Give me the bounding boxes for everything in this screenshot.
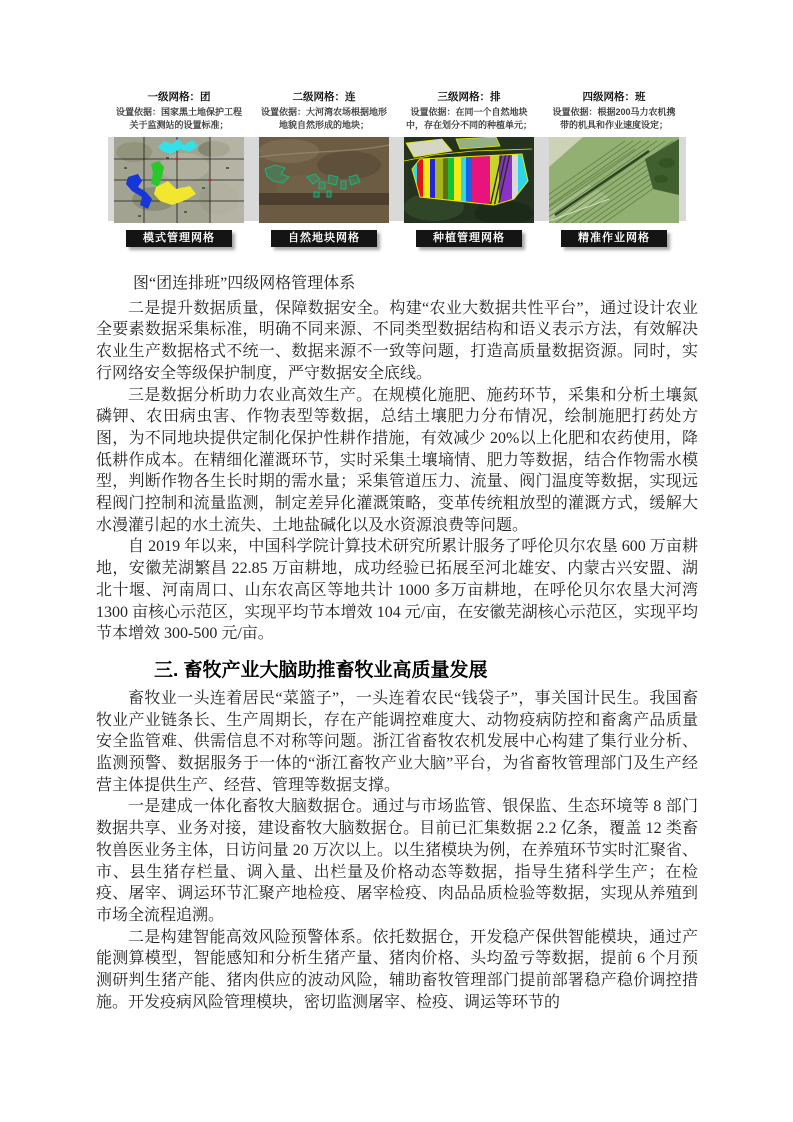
panel-basis: 设置依据：国家黑土地保护工程关于监测站的设置标准； — [115, 107, 242, 130]
section-heading-livestock: 三. 畜牧产业大脑助推畜牧业高质量发展 — [154, 659, 488, 681]
panel-title: 四级网格：班 — [582, 91, 646, 103]
paragraph-risk-warning: 二是构建智能高效风险预警体系。依托数据仓，开发稳产保供智能模块，通过产能测算模型，智能感知和分析生猪产量、猪肉价格、头均盈亏等数据，提前 6 个月预测研判生猪产能、猪肉供应的波动风险，辅助畜牧管理部门提前部署稳产稳价调控措施。开发疫病风险管理模块，密切监测屠宰、检疫、调运等环节的 — [96, 928, 698, 1011]
satellite-image-planting-units — [404, 137, 534, 223]
panel-label: 自然地块网格 — [271, 230, 377, 247]
paragraph-data-warehouse: 一是建成一体化畜牧大脑数据仓。通过与市场监管、银保监、生态环境等 8 部门数据共享、业务对接，建设畜牧大脑数据仓。目前已汇集数据 2.2 亿条，覆盖 12 类畜牧兽医业务主体，日访问量 20 万次以上。以生猪模块为例，在养殖环节实时汇聚省、市、县生猪存栏量、调入量、出栏量及价格动态等数据，指导生猪科学生产；在检疫、屠宰、调运环节汇聚产地检疫、屠宰检疫、肉品品质检验等数据，实现从养殖到市场全流程追溯。 — [96, 798, 698, 924]
paragraph-data-analysis: 三是数据分析助力农业高效生产。在规模化施肥、施药环节，采集和分析土壤氮磷钾、农田病虫害、作物表型等数据，总结土壤肥力分布情况，绘制施肥打药处方图，为不同地块提供定制化保护性耕作措施，有效减少 20%以上化肥和农药使用，降低耕作成本。在精细化灌溉环节，实时采集土壤墒情、肥力等数据，结合作物需水模型，判断作物各生长时期的需水量；采集管道压力、流量、阀门温度等数据，实现远程阀门控制和流量监测，制定差异化灌溉策略，变革传统粗放型的灌溉方式，缓解大水漫灌引起的水土流失、土地盐碱化以及水资源浪费等问题。 — [96, 386, 698, 534]
panel-basis: 设置依据：大河湾农场根据地形地貌自然形成的地块； — [260, 107, 387, 130]
figure-panel-level4 — [549, 90, 679, 247]
paragraph-data-quality: 二是提升数据质量，保障数据安全。构建“农业大数据共性平台”，通过设计农业全要素数据采集标准，明确不同来源、不同类型数据结构和语义表示方法，有效解决农业生产数据格式不统一、数据来源不一致等问题，打造高质量数据资源。同时，实行网络安全等级保护制度，严守数据安全底线。 — [96, 299, 698, 382]
panel-basis: 设置依据：在同一个自然地块中，存在划分不同的种植单元； — [405, 107, 532, 130]
panel-label: 模式管理网格 — [126, 230, 232, 247]
panel-title: 三级网格：排 — [437, 91, 501, 103]
figure-panel-level3 — [404, 90, 534, 247]
panel-title: 二级网格：连 — [292, 91, 356, 103]
figure-panel-level1 — [114, 90, 244, 247]
figure-caption: 图“团连排班”四级网格管理体系 — [133, 275, 356, 292]
figure-panel-level2 — [259, 90, 389, 247]
paragraph-achievements: 自 2019 年以来，中国科学院计算技术研究所累计服务了呼伦贝尔农垦 600 万亩耕地，安徽芜湖繁昌 22.85 万亩耕地，成功经验已拓展至河北雄安、内蒙古兴安盟、湖北十堰、河南周口、山东农高区等地共计 1000 多万亩耕地，在呼伦贝尔农垦大河湾 1300 亩核心示范区，实现平均节本增效 104 元/亩，在安徽芜湖核心示范区，实现平均节本增效 300-500 元/亩。 — [96, 538, 698, 643]
panel-label: 精准作业网格 — [561, 230, 667, 247]
panel-label: 种植管理网格 — [416, 230, 522, 247]
paragraph-livestock-intro: 畜牧业一头连着居民“菜篮子”，一头连着农民“钱袋子”，事关国计民生。我国畜牧业产业链条长、生产周期长，存在产能调控难度大、动物疫病防控和畜禽产品质量安全监管难、供需信息不对称等问题。浙江省畜牧农机发展中心构建了集行业分析、监测预警、数据服务于一体的“浙江畜牧产业大脑”平台，为省畜牧管理部门及生产经营主体提供生产、经营、管理等数据支撑。 — [96, 689, 698, 794]
satellite-image-natural-parcels — [259, 137, 389, 223]
satellite-image-pattern-grid — [114, 137, 244, 223]
panel-title: 一级网格：团 — [147, 91, 211, 103]
panel-basis: 设置依据：根据200马力农机携带的机具和作业速度设定； — [552, 107, 676, 130]
figure-panels — [114, 90, 680, 247]
figure-grid-system — [114, 90, 680, 247]
satellite-image-machine-strips — [549, 137, 679, 223]
